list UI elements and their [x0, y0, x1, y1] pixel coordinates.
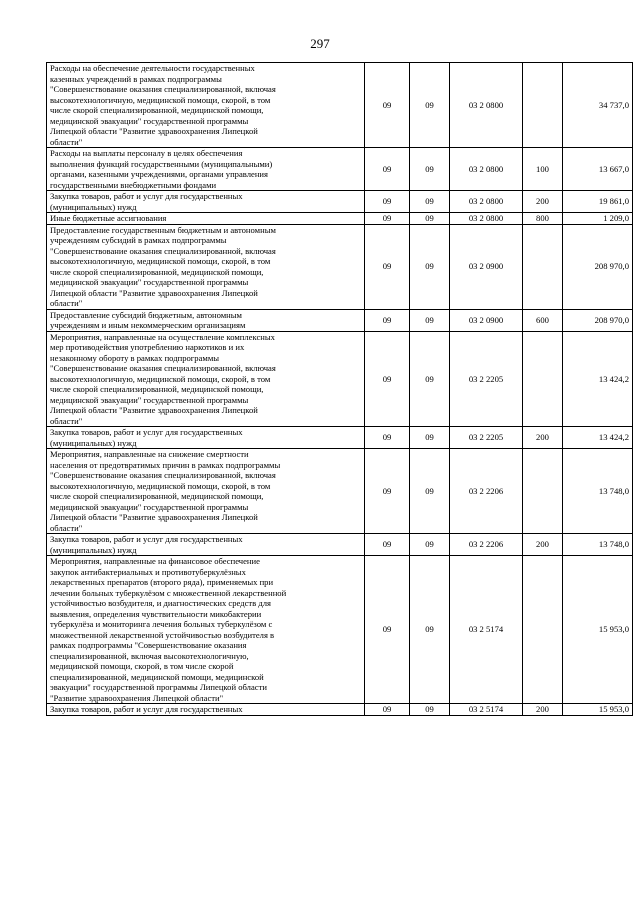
- row-description: Закупка товаров, работ и услуг для государственных (муниципальных) нужд: [47, 534, 365, 556]
- table-row: [47, 63, 633, 148]
- row-subsection-code: 09: [410, 331, 450, 427]
- row-amount: 1 209,0: [563, 213, 633, 225]
- row-section-code: 09: [365, 534, 410, 556]
- row-amount: 13 748,0: [563, 534, 633, 556]
- row-amount: 13 424,2: [563, 427, 633, 449]
- row-amount: 15 953,0: [563, 704, 633, 716]
- table-row: [47, 427, 633, 449]
- row-expense-type-code: 200: [523, 704, 563, 716]
- budget-table-body: [47, 63, 633, 716]
- row-subsection-code: 09: [410, 63, 450, 148]
- row-description: Расходы на обеспечение деятельности государственных казенных учреждений в рамках подпрограммы "Совершенствование оказания специализированной, включая высокотехнологичную, медицинской помощи, скорой, в том числе скорой специализированной, медицинской помощи, медицинской эвакуации" государственной программы Липецкой области "Развитие здравоохранения Липецкой области": [47, 63, 365, 148]
- row-subsection-code: 09: [410, 224, 450, 309]
- budget-table: [46, 62, 633, 716]
- row-target-article-code: 03 2 0800: [450, 213, 523, 225]
- row-subsection-code: 09: [410, 148, 450, 191]
- row-amount: 15 953,0: [563, 556, 633, 704]
- table-row: [47, 191, 633, 213]
- row-target-article-code: 03 2 0800: [450, 148, 523, 191]
- row-section-code: 09: [365, 213, 410, 225]
- table-row: [47, 309, 633, 331]
- row-section-code: 09: [365, 556, 410, 704]
- row-section-code: 09: [365, 191, 410, 213]
- row-expense-type-code: [523, 331, 563, 427]
- row-amount: 13 748,0: [563, 449, 633, 534]
- row-description: Иные бюджетные ассигнования: [47, 213, 365, 225]
- row-description: Мероприятия, направленные на осуществление комплексных мер противодействия употреблению наркотиков и их незаконному обороту в рамках подпрограммы "Совершенствование оказания специализированной, включая высокотехнологичную, медицинской помощи, скорой, в том числе скорой специализированной, медицинской помощи, медицинской эвакуации" государственной программы Липецкой области "Развитие здравоохранения Липецкой области": [47, 331, 365, 427]
- row-target-article-code: 03 2 0900: [450, 224, 523, 309]
- row-expense-type-code: [523, 63, 563, 148]
- row-section-code: 09: [365, 427, 410, 449]
- row-target-article-code: 03 2 0900: [450, 309, 523, 331]
- row-section-code: 09: [365, 449, 410, 534]
- row-description: Предоставление государственным бюджетным и автономным учреждениям субсидий в рамках подпрограммы "Совершенствование оказания специализированной, включая высокотехнологичную, медицинской помощи, скорой, в том числе скорой специализированной, медицинской помощи, медицинской эвакуации" государственной программы Липецкой области "Развитие здравоохранения Липецкой области": [47, 224, 365, 309]
- row-target-article-code: 03 2 5174: [450, 556, 523, 704]
- row-expense-type-code: 800: [523, 213, 563, 225]
- row-target-article-code: 03 2 2205: [450, 331, 523, 427]
- table-row: [47, 534, 633, 556]
- row-target-article-code: 03 2 0800: [450, 191, 523, 213]
- row-target-article-code: 03 2 2205: [450, 427, 523, 449]
- row-amount: 34 737,0: [563, 63, 633, 148]
- row-description: Мероприятия, направленные на снижение смертности населения от предотвратимых причин в рамках подпрограммы "Совершенствование оказания специализированной, включая высокотехнологичную, медицинской помощи, скорой, в том числе скорой специализированной, медицинской помощи, медицинской эвакуации" государственной программы Липецкой области "Развитие здравоохранения Липецкой области": [47, 449, 365, 534]
- row-expense-type-code: [523, 449, 563, 534]
- row-expense-type-code: 200: [523, 191, 563, 213]
- table-row: [47, 704, 633, 716]
- row-section-code: 09: [365, 704, 410, 716]
- row-amount: 13 667,0: [563, 148, 633, 191]
- table-row: [47, 224, 633, 309]
- row-amount: 208 970,0: [563, 309, 633, 331]
- table-row: [47, 148, 633, 191]
- row-subsection-code: 09: [410, 556, 450, 704]
- row-subsection-code: 09: [410, 427, 450, 449]
- row-expense-type-code: 600: [523, 309, 563, 331]
- row-amount: 13 424,2: [563, 331, 633, 427]
- row-target-article-code: 03 2 0800: [450, 63, 523, 148]
- row-subsection-code: 09: [410, 704, 450, 716]
- row-target-article-code: 03 2 2206: [450, 449, 523, 534]
- row-section-code: 09: [365, 63, 410, 148]
- row-expense-type-code: 200: [523, 534, 563, 556]
- row-expense-type-code: 100: [523, 148, 563, 191]
- table-row: [47, 449, 633, 534]
- row-subsection-code: 09: [410, 534, 450, 556]
- page-number: 297: [310, 36, 330, 51]
- row-target-article-code: 03 2 2206: [450, 534, 523, 556]
- row-section-code: 09: [365, 148, 410, 191]
- row-description: Закупка товаров, работ и услуг для государственных (муниципальных) нужд: [47, 427, 365, 449]
- row-section-code: 09: [365, 224, 410, 309]
- row-expense-type-code: 200: [523, 427, 563, 449]
- row-description: Расходы на выплаты персоналу в целях обеспечения выполнения функций государственными (муниципальными) органами, казенными учреждениями, органами управления государственными внебюджетными фондами: [47, 148, 365, 191]
- row-amount: 208 970,0: [563, 224, 633, 309]
- row-subsection-code: 09: [410, 191, 450, 213]
- row-subsection-code: 09: [410, 309, 450, 331]
- row-subsection-code: 09: [410, 449, 450, 534]
- row-section-code: 09: [365, 309, 410, 331]
- row-subsection-code: 09: [410, 213, 450, 225]
- row-section-code: 09: [365, 331, 410, 427]
- row-expense-type-code: [523, 556, 563, 704]
- table-row: [47, 556, 633, 704]
- table-row: [47, 331, 633, 427]
- row-description: Предоставление субсидий бюджетным, автономным учреждениям и иным некоммерческим организациям: [47, 309, 365, 331]
- row-amount: 19 861,0: [563, 191, 633, 213]
- row-description: Закупка товаров, работ и услуг для государственных (муниципальных) нужд: [47, 191, 365, 213]
- row-target-article-code: 03 2 5174: [450, 704, 523, 716]
- row-description: Мероприятия, направленные на финансовое обеспечение закупок антибактериальных и противотуберкулёзных лекарственных препаратов (второго ряда), применяемых при лечении больных туберкулёзом с множественной лекарственной устойчивостью возбудителя, и диагностических средств для выявления, определения чувствительности микобактерии туберкулёза и мониторинга лечения больных туберкулёзом с множественной лекарственной устойчивостью возбудителя в рамках подпрограммы "Совершенствование оказания специализированной, включая высокотехнологичную, медицинской помощи, скорой, в том числе скорой специализированной, медицинской помощи, медицинской эвакуации" государственной программы Липецкой области "Развитие здравоохранения Липецкой области": [47, 556, 365, 704]
- row-expense-type-code: [523, 224, 563, 309]
- row-description: Закупка товаров, работ и услуг для государственных: [47, 704, 365, 716]
- table-row: [47, 213, 633, 225]
